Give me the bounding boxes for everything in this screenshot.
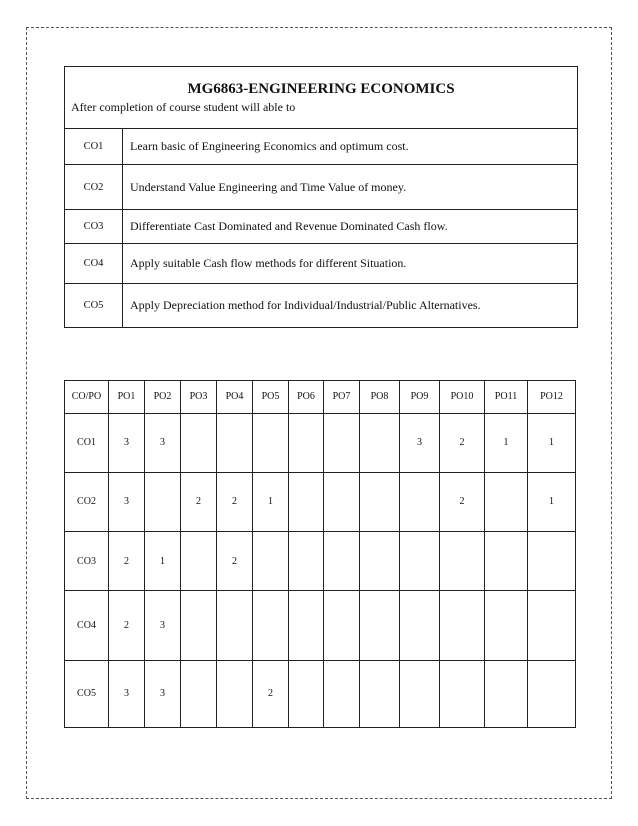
mapping-cell — [181, 591, 217, 660]
co-po-mapping-table — [64, 380, 576, 728]
outcome-code: CO3 — [65, 210, 123, 243]
mapping-cell: 2 — [217, 532, 253, 591]
course-subtitle: After completion of course student will able to — [71, 100, 296, 114]
column-header: PO12 — [528, 381, 576, 414]
mapping-cell — [289, 660, 324, 727]
column-header: CO/PO — [65, 381, 109, 414]
mapping-cell — [289, 472, 324, 531]
mapping-cell: 1 — [253, 472, 289, 531]
course-title: MG6863-ENGINEERING ECONOMICS — [187, 81, 455, 97]
mapping-cell — [400, 660, 440, 727]
table-row — [65, 532, 576, 591]
mapping-cell — [217, 413, 253, 472]
mapping-cell — [400, 472, 440, 531]
outcome-code: CO4 — [65, 244, 123, 283]
mapping-cell — [217, 591, 253, 660]
mapping-cell — [289, 532, 324, 591]
outcome-code: CO1 — [65, 129, 123, 164]
outcome-text: Differentiate Cast Dominated and Revenue Dominated Cash flow. — [130, 219, 448, 233]
mapping-cell: 1 — [485, 413, 528, 472]
mapping-cell: 2 — [440, 472, 485, 531]
table-row — [65, 413, 576, 472]
column-header: PO11 — [485, 381, 528, 414]
table-row — [65, 591, 576, 660]
header-row — [65, 381, 576, 414]
mapping-cell — [324, 660, 360, 727]
column-header: PO9 — [400, 381, 440, 414]
mapping-cell: 1 — [528, 413, 576, 472]
mapping-cell — [289, 591, 324, 660]
mapping-cell — [528, 591, 576, 660]
row-label: CO1 — [65, 413, 109, 472]
mapping-cell: 3 — [109, 413, 145, 472]
mapping-cell — [217, 660, 253, 727]
mapping-cell — [181, 413, 217, 472]
mapping-cell — [400, 591, 440, 660]
column-header: PO1 — [109, 381, 145, 414]
column-header: PO6 — [289, 381, 324, 414]
mapping-cell — [360, 413, 400, 472]
mapping-cell — [485, 532, 528, 591]
outcome-text: Learn basic of Engineering Economics and optimum cost. — [130, 139, 409, 153]
column-header: PO8 — [360, 381, 400, 414]
mapping-cell — [181, 532, 217, 591]
outcome-row — [65, 129, 577, 165]
table-row — [65, 660, 576, 727]
mapping-cell — [400, 532, 440, 591]
outcome-code: CO5 — [65, 284, 123, 327]
mapping-cell: 2 — [440, 413, 485, 472]
outcome-text: Apply suitable Cash flow methods for different Situation. — [130, 256, 407, 270]
outcome-row — [65, 244, 577, 284]
mapping-cell: 3 — [109, 472, 145, 531]
outcome-code: CO2 — [65, 165, 123, 209]
mapping-cell: 2 — [109, 532, 145, 591]
row-label: CO4 — [65, 591, 109, 660]
mapping-cell — [289, 413, 324, 472]
mapping-cell — [360, 532, 400, 591]
mapping-cell — [181, 660, 217, 727]
mapping-cell — [485, 660, 528, 727]
outcome-row — [65, 284, 577, 327]
mapping-cell — [485, 472, 528, 531]
outcome-row — [65, 210, 577, 244]
mapping-cell: 2 — [217, 472, 253, 531]
mapping-cell: 3 — [400, 413, 440, 472]
mapping-cell: 2 — [109, 591, 145, 660]
mapping-cell — [324, 413, 360, 472]
mapping-cell — [360, 660, 400, 727]
mapping-cell — [485, 591, 528, 660]
mapping-cell — [253, 532, 289, 591]
mapping-cell — [324, 472, 360, 531]
mapping-cell: 3 — [145, 591, 181, 660]
mapping-cell: 2 — [253, 660, 289, 727]
column-header: PO4 — [217, 381, 253, 414]
mapping-cell — [528, 532, 576, 591]
outcome-text: Apply Depreciation method for Individual/Industrial/Public Alternatives. — [130, 298, 481, 312]
mapping-cell: 3 — [145, 660, 181, 727]
column-header: PO5 — [253, 381, 289, 414]
row-label: CO3 — [65, 532, 109, 591]
column-header: PO7 — [324, 381, 360, 414]
row-label: CO5 — [65, 660, 109, 727]
course-outcomes-table — [64, 66, 578, 328]
mapping-cell: 1 — [145, 532, 181, 591]
mapping-cell: 3 — [109, 660, 145, 727]
mapping-cell — [253, 591, 289, 660]
mapping-cell: 3 — [145, 413, 181, 472]
column-header: PO10 — [440, 381, 485, 414]
mapping-cell — [253, 413, 289, 472]
mapping-cell — [360, 591, 400, 660]
outcome-text: Understand Value Engineering and Time Value of money. — [130, 179, 407, 194]
mapping-cell — [324, 591, 360, 660]
column-header: PO2 — [145, 381, 181, 414]
row-label: CO2 — [65, 472, 109, 531]
mapping-cell — [440, 660, 485, 727]
mapping-cell — [360, 472, 400, 531]
column-header: PO3 — [181, 381, 217, 414]
mapping-cell — [440, 591, 485, 660]
table-row — [65, 472, 576, 531]
mapping-cell — [145, 472, 181, 531]
course-header — [65, 67, 577, 129]
outcome-row — [65, 165, 577, 210]
mapping-cell: 1 — [528, 472, 576, 531]
mapping-cell: 2 — [181, 472, 217, 531]
mapping-cell — [324, 532, 360, 591]
mapping-cell — [440, 532, 485, 591]
mapping-cell — [528, 660, 576, 727]
